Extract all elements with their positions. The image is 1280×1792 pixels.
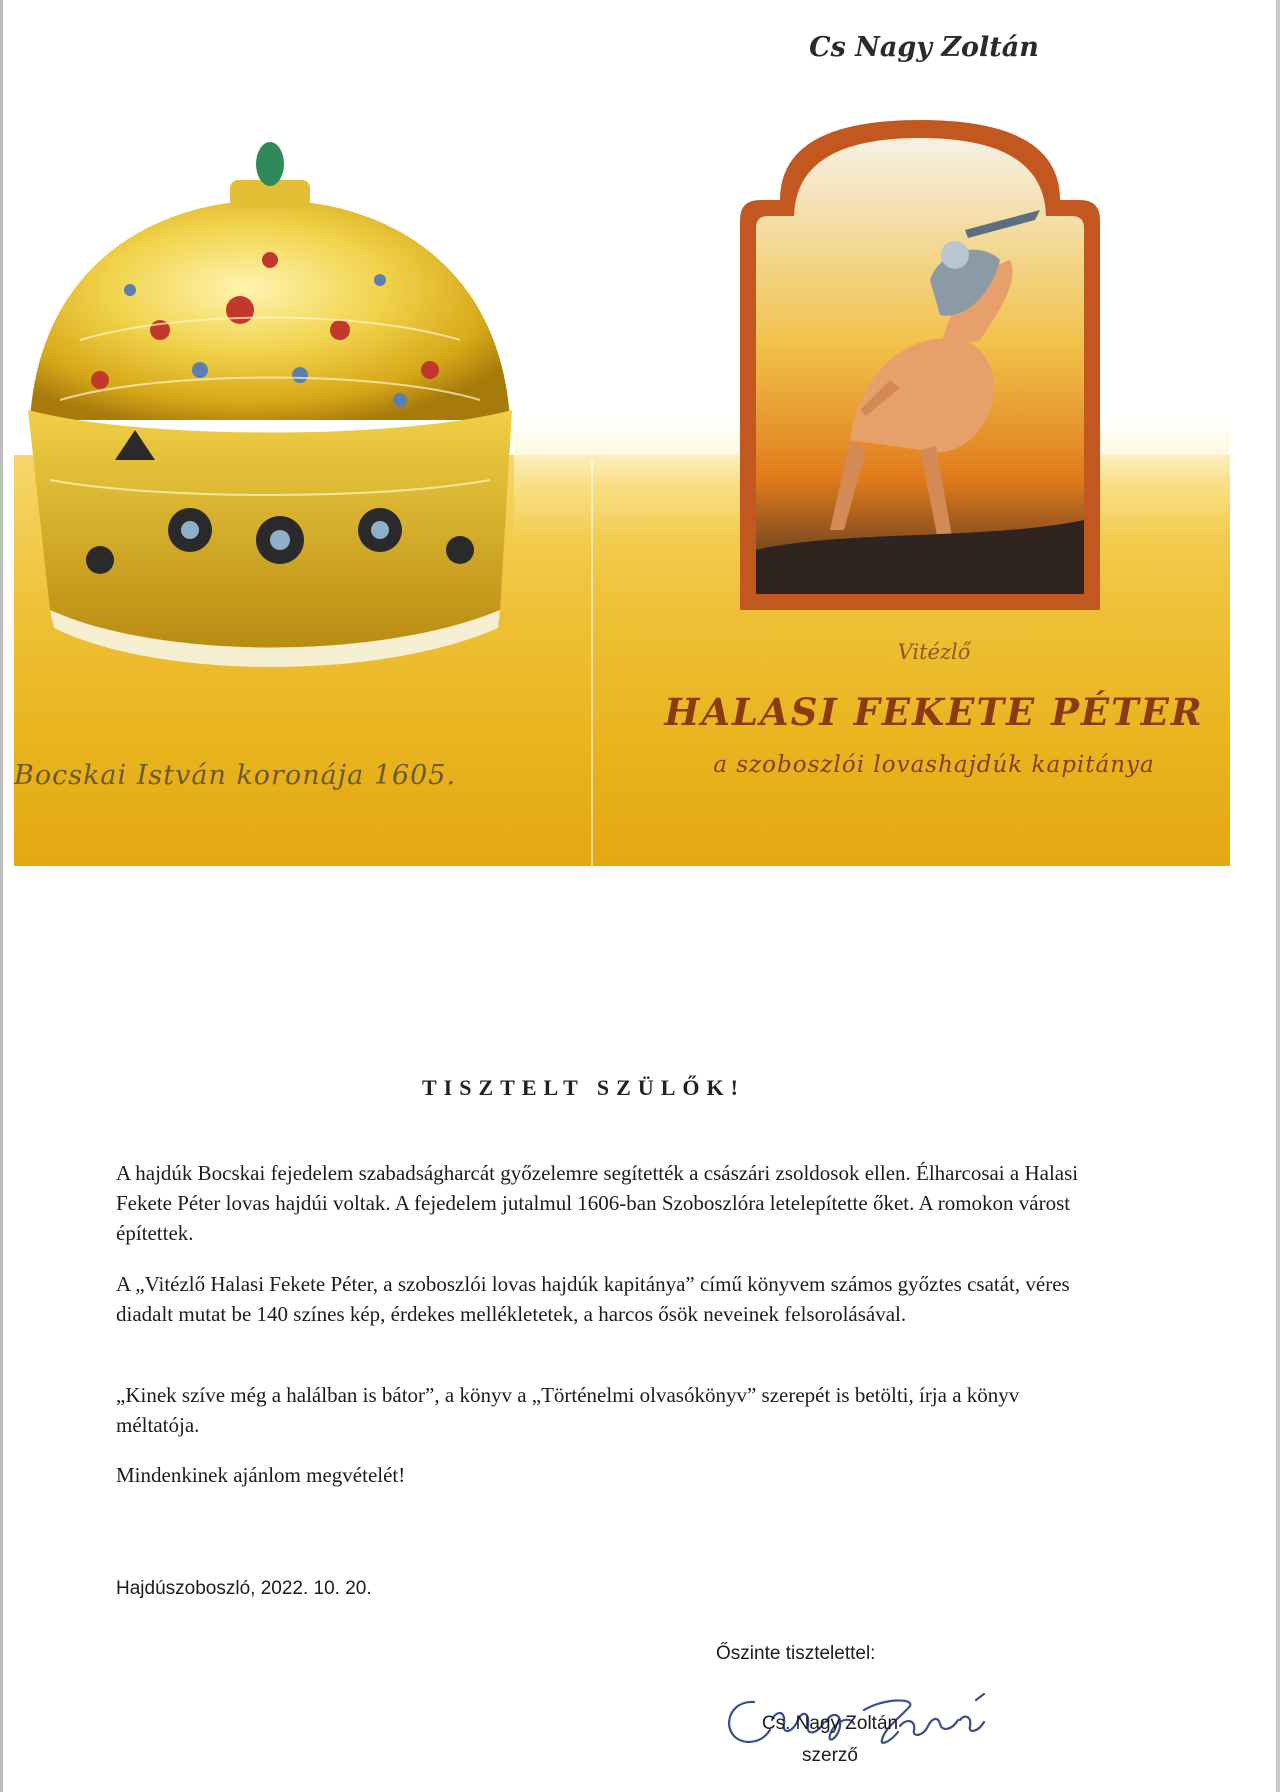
letter-paragraph-4: Mindenkinek ajánlom megvételét!	[116, 1463, 406, 1487]
cover-author: Cs Nagy Zoltán	[809, 32, 1039, 63]
crown-caption: Bocskai István koronája 1605.	[14, 760, 457, 791]
letter-paragraph-1: A hajdúk Bocskai fejedelem szabadságharcát győzelemre segítették a császári zsoldosok ellen. Élharcosai a Halasi Fekete Péter lovas hajdúi voltak. A fejedelem jutalmul 1606-ban Szoboszlóra letelepítette őket. A romokon várost építettek.	[116, 1161, 1079, 1245]
book-kicker: Vitézlő	[897, 640, 971, 664]
book-subtitle: a szoboszlói lovashajdúk kapitánya	[713, 752, 1155, 778]
closing-phrase: Őszinte tisztelettel:	[716, 1643, 876, 1664]
letter-paragraph-2: A „Vitézlő Halasi Fekete Péter, a szoboszlói lovas hajdúk kapitánya” című könyvem számos győztes csatát, véres diadalt mutat be 140 színes kép, érdekes mellékletetek, a harcos ősök neveinek felsorolásával.	[116, 1272, 1070, 1326]
letter-greeting: TISZTELT SZÜLŐK!	[422, 1075, 745, 1100]
cover-fold-line	[591, 460, 593, 866]
book-title: HALASI FEKETE PÉTER	[664, 690, 1204, 734]
signer-role: szerző	[802, 1745, 858, 1766]
scan-edge-right	[1276, 0, 1280, 1792]
place-and-date: Hajdúszoboszló, 2022. 10. 20.	[116, 1578, 372, 1599]
horseman-painting	[740, 110, 1100, 610]
book-cover	[14, 0, 1230, 866]
signer-name: Cs. Nagy Zoltán	[761, 1713, 899, 1734]
letter-paragraph-3: „Kinek szíve még a halálban is bátor”, a könyv a „Történelmi olvasókönyv” szerepét is betölti, írja a könyv méltatója.	[116, 1383, 1020, 1437]
scan-edge-left	[0, 0, 3, 1792]
crown-image	[20, 140, 520, 720]
